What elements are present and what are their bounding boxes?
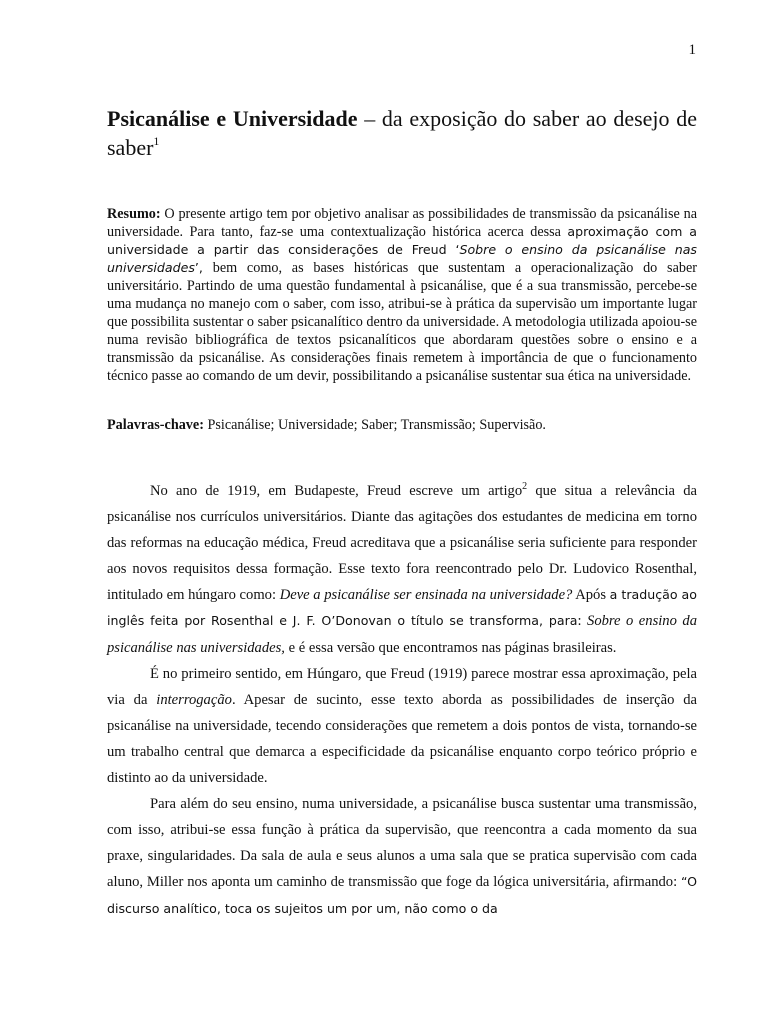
abstract-label: Resumo: [107, 206, 161, 222]
title-footnote-marker: 1 [153, 134, 160, 148]
abstract-quote-end: ’, [194, 260, 203, 275]
keywords [107, 416, 697, 434]
p1-italic-title-2: Sobre o ensino da psicanálise nas universidades, [107, 613, 697, 656]
p1-italic-title-1: Deve a psicanálise ser ensinada na universidade? [279, 587, 573, 604]
paragraph-2 [107, 661, 697, 791]
p1-text-e: e é essa versão que encontramos nas páginas brasileiras. [284, 639, 617, 656]
paragraph-3 [107, 791, 697, 921]
keywords-text: Psicanálise; Universidade; Saber; Transmissão; Supervisão. [203, 417, 546, 433]
abstract-text-1: O presente artigo tem por objetivo analisar as possibilidades de transmissão da psicanálise na universidade. Para tanto, faz-se uma contextualização histórica acerca dessa [107, 206, 697, 240]
p1-text-d: : [577, 613, 588, 630]
abstract-text-2: aproximação com a universidade a partir das considerações de Freud ‘ [107, 224, 697, 257]
body-text [107, 478, 697, 922]
paragraph-1 [107, 478, 697, 661]
document-title [107, 104, 697, 162]
p1-text-mono: a tradução ao inglês feita por Rosenthal e J. F. O’Donovan o título se transforma, para [107, 587, 697, 629]
p2-italic: interrogação [156, 691, 232, 708]
keywords-label: Palavras-chave: [107, 417, 204, 433]
p1-footnote-marker: 2 [522, 481, 528, 492]
title-subtitle: – da exposição do saber ao desejo de saber [107, 106, 697, 160]
abstract-text-3: bem como, as bases históricas que sustentam a operacionalização do saber universitário. Partindo de uma questão fundamental à psicanálise, que é a sua transmissão, percebe-se uma mudança no manejo com o saber, com isso, atribui-se à prática da supervisão um importante lugar que possibilita sustentar o saber psicanalítico dentro da universidade. A metodologia utilizada apoiou-se numa revisão bibliográfica de textos psicanalíticos que abordaram questões sobre o ensino e a transmissão da psicanálise. As considerações finais remetem à importância de que o funcionamento técnico passe ao comando de um devir, possibilitando a psicanálise sustentar sua ética na universidade. [107, 260, 697, 384]
abstract-italic-title: Sobre o ensino da psicanálise nas universidades [107, 242, 697, 275]
p2-text-b: . Apesar de sucinto, esse texto aborda as possibilidades de inserção da psicanálise na universidade, tecendo considerações que remetem a dois pontos de vista, tornando-se um trabalho central que demarca a especificidade da psicanálise enquanto corpo teórico próprio e distinto ao da universidade. [107, 691, 697, 787]
p2-text-a: É no primeiro sentido, em Húngaro, que Freud (1919) parece mostrar essa aproximação, pela via da [107, 665, 697, 708]
p3-text-a: Para além do seu ensino, numa universidade, a psicanálise busca sustentar uma transmissão, com isso, atribui-se essa função à prática da supervisão, que reencontra a cada momento da sua praxe, singularidades. Da sala de aula e seus alunos a uma sala que se pratica supervisão com cada aluno, Miller nos aponta um caminho de transmissão que foge da lógica universitária, afirmando: [107, 796, 697, 891]
p1-text-b: que situa a relevância da psicanálise nos currículos universitários. Diante das agitações dos estudantes de medicina em torno das reformas na educação médica, Freud acreditava que a psicanálise seria suficiente para responder aos novos requisitos dessa formação. Esse texto fora reencontrado pelo Dr. Ludovico Rosenthal, intitulado em húngaro como: [107, 483, 698, 604]
title-bold: Psicanálise e Universidade [107, 106, 358, 131]
page-number: 1 [688, 42, 696, 58]
abstract [107, 205, 697, 385]
p1-text-a: No ano de 1919, em Budapeste, Freud escreve um artigo [150, 483, 523, 499]
p3-text-mono: “O discurso analítico, toca os sujeitos um por um, não como o da [107, 874, 697, 916]
p1-text-c: Após [572, 587, 610, 604]
